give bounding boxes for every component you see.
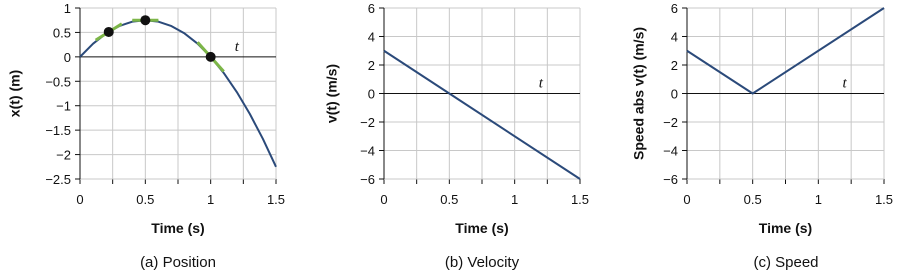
y-tick-label: 0: [367, 86, 375, 102]
y-tick-label: −6: [360, 172, 375, 187]
x-tick-label: 1.5: [266, 192, 286, 207]
y-tick-label: 4: [367, 29, 375, 45]
y-tick-label: −2: [663, 115, 678, 130]
panel-caption: (a) Position: [140, 254, 216, 271]
y-tick-label: −4: [663, 143, 678, 159]
y-tick-label: −6: [663, 172, 678, 187]
y-tick-label: −4: [360, 143, 375, 159]
x-tick-label: 0.5: [136, 192, 155, 207]
x-tick-label: 0: [76, 192, 84, 207]
chart-panel-2: [324, 1, 589, 271]
y-axis-title: x(t) (m): [6, 69, 23, 118]
x-tick-label: 1: [814, 192, 822, 207]
variable-label-t: t: [234, 38, 239, 55]
x-tick-label: 0.5: [440, 192, 459, 207]
y-tick-label: −0.5: [45, 74, 71, 90]
y-tick-label: 0.5: [52, 25, 71, 41]
y-tick-label: 2: [367, 58, 375, 73]
y-tick-label: 0: [63, 49, 71, 65]
y-tick-label: 0: [670, 86, 678, 102]
y-tick-label: −2: [360, 115, 375, 130]
x-axis-title: Time (s): [151, 220, 205, 236]
variable-label-t: t: [538, 75, 543, 92]
x-tick-label: 1.5: [874, 192, 894, 207]
x-axis-title: Time (s): [455, 220, 509, 236]
panel-caption: (b) Velocity: [444, 254, 520, 271]
y-tick-label: −2: [56, 147, 71, 163]
y-tick-label: −1.5: [45, 123, 71, 139]
y-tick-label: −2.5: [45, 172, 71, 187]
y-tick-label: 4: [670, 29, 678, 45]
chart-panel-3: [631, 1, 893, 271]
chart-panel-1: [7, 1, 285, 271]
y-tick-label: 6: [670, 1, 678, 16]
x-axis-title: Time (s): [758, 220, 813, 236]
x-tick-label: 1: [511, 192, 519, 207]
y-tick-label: 1: [63, 1, 71, 16]
x-tick-label: 1.5: [570, 192, 590, 207]
y-axis-title: v(t) (m/s): [323, 63, 340, 124]
marked-point: [140, 15, 150, 25]
y-axis-title: Speed abs v(t) (m/s): [630, 26, 647, 161]
y-tick-label: −1: [56, 98, 71, 114]
x-tick-label: 0.5: [743, 192, 762, 207]
y-tick-label: 2: [670, 58, 678, 73]
y-tick-label: 6: [367, 1, 375, 16]
x-tick-label: 0: [380, 192, 388, 207]
marked-point: [206, 52, 216, 62]
x-tick-label: 1: [207, 192, 215, 207]
marked-point: [104, 27, 114, 37]
variable-label-t: t: [842, 75, 847, 92]
x-tick-label: 0: [683, 192, 691, 207]
panel-caption: (c) Speed: [753, 254, 819, 271]
